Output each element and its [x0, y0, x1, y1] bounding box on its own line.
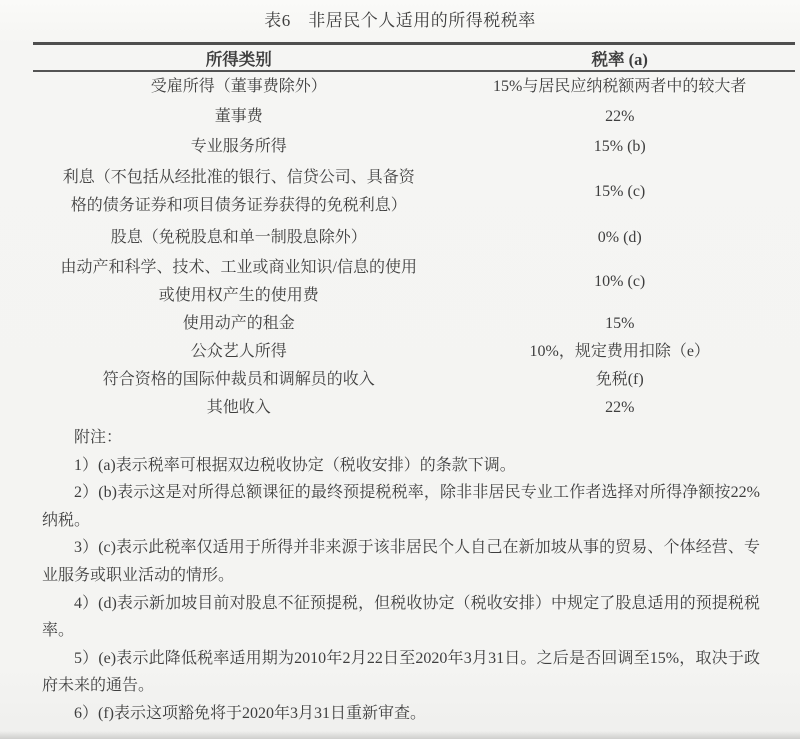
note-item: 1）(a)表示税率可根据双边税收协定（税收安排）的条款下调。 — [74, 456, 516, 474]
notes-label: 附注： — [74, 429, 123, 446]
tax-rate-cell: 15% (b) — [593, 138, 646, 155]
table-row — [33, 102, 795, 132]
income-category-cell: 使用动产的租金 — [182, 315, 295, 332]
table-row — [33, 162, 795, 222]
income-category-cell: 专业服务所得 — [190, 138, 287, 155]
income-category-cell: 其他收入 — [206, 399, 271, 416]
column-header-tax-rate: 税率 (a) — [591, 49, 648, 69]
column-header-income-category: 所得类别 — [205, 49, 272, 69]
notes-list — [42, 452, 760, 728]
table-body — [33, 72, 795, 422]
tax-rate-cell: 0% (d) — [597, 229, 642, 246]
income-category-cell: 利息（不包括从经批准的银行、信贷公司、具备资格的债务证券和项目债务证券获得的免税利息） — [62, 169, 415, 214]
table-row — [33, 254, 795, 310]
tax-rate-cell: 15% (c) — [594, 183, 646, 200]
note-item: 5）(e)表示此降低税率适用期为2010年2月22日至2020年3月31日。之后是否回调至15%，取决于政府未来的通告。 — [42, 649, 760, 695]
table-header-row — [33, 42, 795, 72]
notes-section — [42, 424, 760, 728]
income-category-cell: 符合资格的国际仲裁员和调解员的收入 — [102, 371, 375, 388]
income-category-cell: 受雇所得（董事费除外） — [150, 78, 327, 95]
tax-rate-cell: 22% — [605, 399, 635, 416]
table-row — [33, 72, 795, 102]
income-category-cell: 由动产和科学、技术、工业或商业知识/信息的使用或使用权产生的使用费 — [60, 259, 417, 304]
tax-rate-cell: 15%与居民应纳税额两者中的较大者 — [493, 78, 747, 95]
table-row — [33, 222, 795, 254]
tax-rate-table — [33, 42, 795, 422]
table-row — [33, 366, 795, 394]
table-row — [33, 394, 795, 422]
table-row — [33, 132, 795, 162]
tax-rate-cell: 15% — [605, 315, 635, 332]
tax-rate-cell: 10%，规定费用扣除（e） — [529, 343, 710, 360]
income-category-cell: 公众艺人所得 — [190, 343, 287, 360]
table-title: 表6 非居民个人适用的所得税税率 — [264, 11, 536, 30]
tax-rate-cell: 22% — [605, 108, 635, 125]
income-category-cell: 股息（免税股息和单一制股息除外） — [110, 229, 367, 246]
note-item: 4）(d)表示新加坡目前对股息不征预提税，但税收协定（税收安排）中规定了股息适用的预提税税率。 — [42, 594, 760, 640]
scan-edge-shadow — [0, 731, 800, 739]
income-category-cell: 董事费 — [214, 108, 263, 125]
table-row — [33, 338, 795, 366]
tax-rate-cell: 10% (c) — [594, 273, 646, 290]
note-item: 3）(c)表示此税率仅适用于所得并非来源于该非居民个人自己在新加坡从事的贸易、个体经营、专业服务或职业活动的情形。 — [42, 539, 760, 584]
document-page — [0, 10, 800, 739]
table-row — [33, 310, 795, 338]
tax-rate-cell: 免税(f) — [595, 371, 644, 388]
note-item: 6）(f)表示这项豁免将于2020年3月31日重新审查。 — [74, 704, 426, 722]
note-item: 2）(b)表示这是对所得总额课征的最终预提税税率，除非非居民专业工作者选择对所得净额按22%纳税。 — [42, 484, 760, 529]
